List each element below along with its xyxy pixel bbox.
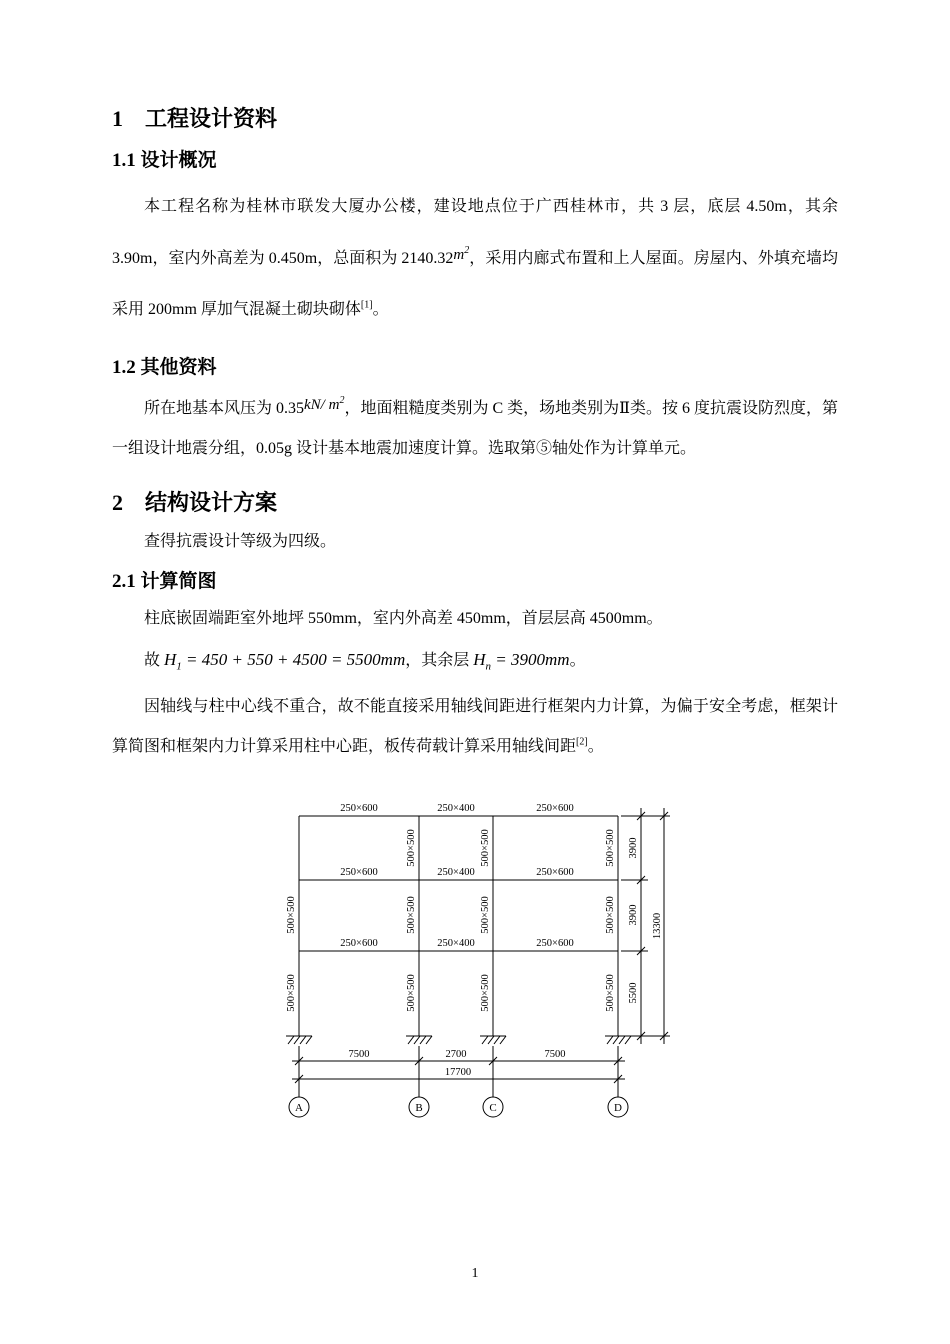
total-span-label: 17700: [444, 1067, 472, 1079]
column-size-label: 500×500: [480, 896, 491, 934]
beam-size-label: 250×600: [536, 867, 574, 879]
math-subscript: n: [485, 660, 492, 673]
span-length-label: 7500: [348, 1049, 370, 1061]
formula-story-heights: [112, 640, 838, 681]
wind-pressure-unit: [304, 394, 345, 413]
beam-size-labels: [340, 803, 573, 949]
math-superscript: 2: [339, 394, 345, 406]
column-size-labels: [286, 830, 616, 1012]
text-run: ，其余层: [405, 651, 474, 669]
footnote-ref-2: [2]: [576, 737, 588, 749]
paragraph-axis-note: [112, 687, 838, 769]
story-height-label: 3900: [628, 837, 639, 859]
heading-calculation-diagram: 2.1 计算简图: [112, 571, 217, 592]
beam-size-label: 250×600: [340, 867, 378, 879]
heading-structural-design-scheme: 2 结构设计方案: [112, 490, 278, 516]
axis-label: B: [415, 1102, 423, 1115]
beam-size-label: 250×400: [437, 803, 475, 815]
total-height-label: 13300: [652, 913, 663, 940]
height-dimension-labels: [628, 838, 663, 1004]
beam-size-label: 250×600: [536, 938, 574, 950]
text-run: 所在地基本风压为 0.35: [144, 399, 305, 417]
column-size-label: 500×500: [286, 896, 297, 934]
math-var: kN/ m: [304, 396, 340, 413]
paragraph-seismic-grade: 查得抗震设计等级为四级。: [144, 532, 337, 550]
math-expression: = 3900mm: [491, 649, 570, 669]
math-expression: = 450 + 550 + 4500 = 5500mm: [181, 649, 406, 669]
axis-markers: [289, 1097, 628, 1117]
paragraph-site-data: [112, 389, 838, 471]
column-size-label: 500×500: [480, 829, 491, 867]
beam-size-label: 250×600: [340, 938, 378, 950]
column-size-label: 500×500: [605, 829, 616, 867]
text-run: 。: [372, 300, 389, 318]
column-size-label: 500×500: [406, 829, 417, 867]
text-run: 因轴线与柱中心线不重合，故不能直接采用轴线间距进行框架内力计算，为偏于安全考虑，框架计算简图和框架内力计算采用柱中心距，板传荷载计算采用轴线间距: [112, 697, 838, 756]
column-size-label: 500×500: [406, 896, 417, 934]
heading-other-data: 1.2 其他资料: [112, 356, 217, 378]
heading-design-overview: 1.1 设计概况: [112, 149, 217, 171]
story-height-label: 5500: [628, 982, 639, 1004]
heading-engineering-design-data: 1 工程设计资料: [112, 106, 278, 131]
story-height-label: 3900: [628, 904, 639, 926]
column-size-label: 500×500: [286, 974, 297, 1012]
text-run: ，地面粗糙度类别为 C 类，场地类别为Ⅱ类。按 6 度抗震设防烈度，第一组设计地震分组，0.05g 设计基本地震加速度计算。选取第⑤轴处作为计算单元。: [112, 399, 838, 458]
beam-size-label: 250×400: [437, 867, 475, 879]
column-size-label: 500×500: [605, 974, 616, 1012]
axis-label: A: [295, 1102, 303, 1115]
paragraph-column-base: 柱底嵌固端距室外地坪 550mm，室内外高差 450mm，首层层高 4500mm。: [144, 609, 663, 627]
math-var: H: [164, 649, 177, 669]
formula-hn: [473, 649, 570, 673]
beam-size-label: 250×600: [340, 803, 378, 815]
span-dimension-labels: [349, 1049, 566, 1078]
math-subscript: 1: [176, 660, 182, 673]
math-var: m: [453, 246, 465, 263]
span-length-label: 2700: [445, 1049, 467, 1061]
fixed-supports: [286, 1036, 631, 1044]
beam-size-label: 250×400: [437, 938, 475, 950]
column-size-label: 500×500: [605, 896, 616, 934]
text-run: 本工程名称为桂林市联发大厦办公楼，建设地点位于广西桂林市，共 3 层，底层 4.50m，其余 3.90m，室内外高差为 0.450m，总面积为 2140.32: [112, 198, 838, 267]
formula-h1: [164, 649, 406, 673]
page-number: 1: [471, 1266, 479, 1281]
beam-lines: [299, 816, 618, 951]
column-size-label: 500×500: [406, 974, 417, 1012]
footnote-ref-1: [1]: [360, 299, 373, 311]
text-run: ，采用内廊式布置和上人屋面。房屋内、外填充墙均采用 200mm 厚加气混凝土砌块砌体: [112, 249, 838, 318]
frame-diagram-svg: [274, 798, 676, 1122]
math-superscript: 2: [464, 244, 470, 256]
paragraph-project-overview: [112, 181, 838, 335]
text-run: 。: [569, 651, 586, 669]
math-var: H: [473, 649, 486, 669]
area-unit: [453, 244, 470, 263]
axis-label: D: [614, 1102, 622, 1115]
text-run: 。: [587, 738, 604, 756]
column-lines: [299, 816, 618, 1036]
column-size-label: 500×500: [480, 974, 491, 1012]
beam-size-label: 250×600: [536, 803, 574, 815]
text-run: 故: [144, 651, 165, 669]
span-length-label: 7500: [544, 1049, 566, 1061]
axis-label: C: [489, 1102, 497, 1115]
frame-calculation-diagram: [274, 798, 676, 1122]
